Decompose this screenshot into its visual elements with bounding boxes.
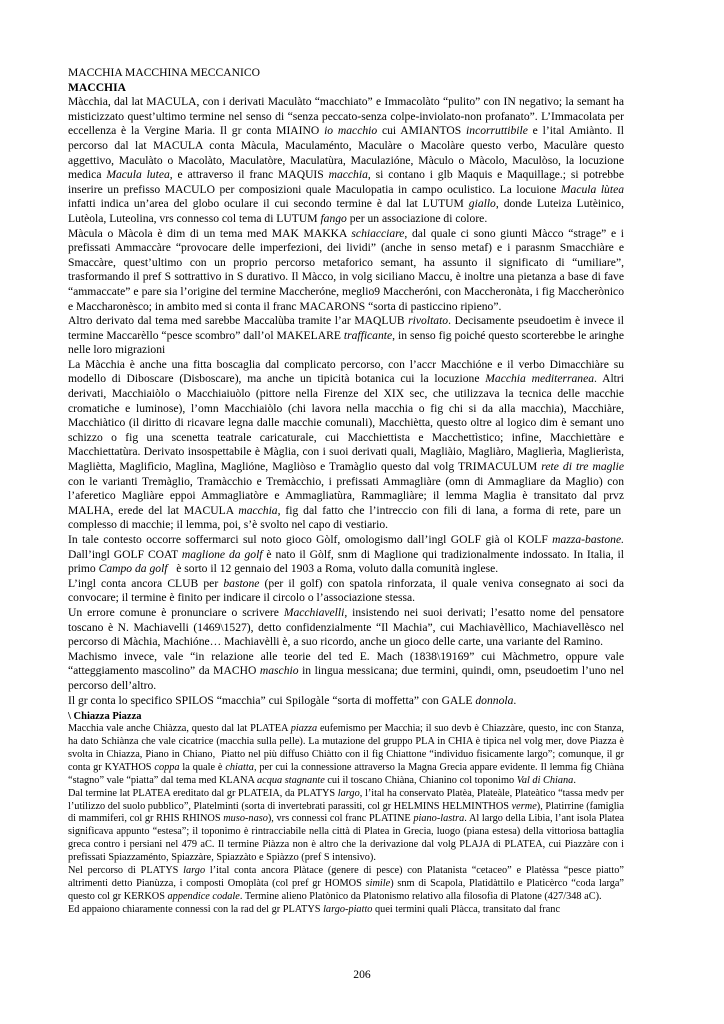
paragraph: La Màcchia è anche una fitta boscaglia dal complicato percorso, con l’accr Macchióne e il verbo Dimacchiàre su modello di Diboscare (Disboscare), ma anche un tipicità botanica cui la locuzione Macchia mediterranea. Altri derivati, Macchiaiòlo o Macchiaiuòlo (pittore nella Firenze del XIX sec, che utilizzava la tecnica delle macchie cromatiche e luminose), l’omn Macchiaiòlo (chi lavora nella macchia o fig chi si da alla macchia), Macchiàre, Macchiàtico (il diritto di ricavare legna dalle macchie comunali), Macchiètta, questo oltre al logico dim è semant uno schizzo o fig una scenetta teatrale caricaturale, cui Macchiettista e Macchettìstico; infine, Macchiettàre e Macchiettatùra. Derivato insospettabile è Màglia, con i suoi derivati quali, Magliàio, Magliàro, Maglierìa, Maglierìsta, Magliètta, Maglifìcio, Maglìna, Maglióne, Magliòso e Tramàglio questo dal volg TRIMACULUM rete di tre maglie con le varianti Tremàglio, Tramàcchio e Tremàcchio, i prefissati Ammagliàre (omn di Ammagliare da Maglio) con l’aferetico Magliàre eppoi Ammagliatòre e Ammagliatùra, Rammagliàre; il lemma Maglia è transitato dal prvz MALHA, erede del lat MACULA macchia, fig dal fatto che l’intreccio con fili di lana, a forma di rete, pare un complesso di macchie; il lemma, poi, s’è svolto nel capo di vestiario. — [68, 357, 625, 532]
subsection-title: \ Chiazza Piazza — [68, 711, 142, 723]
paragraph: Un errore comune è pronunciare o scrivere Macchiavelli, insistendo nei suoi derivati; l’esatto nome del pensatore toscano è N. Machiavelli (1469\1527), detto confidenzialmente “Il Machia”, cui Machiavèllico, Machiavellèsco nel percorso di Màchia, Machióne… Machiavèlli è, a suo ricordo, anche un gioco delle carte, una variante del Ramino. — [68, 605, 625, 649]
paragraph: In tale contesto occorre soffermarci sul noto gioco Gòlf, omologismo dall’ingl GOLF già ol KOLF mazza-bastone. Dall’ingl GOLF COAT maglione da golf è nato il Gòlf, snm di Maglione qui tradizionalmente indossato. In Italia, il primo Campo da golf è sorto il 12 gennaio del 1903 a Roma, voluto dalla comunità inglese. — [68, 533, 624, 576]
subparagraph: Nel percorso di PLATYS largo l’ital conta ancora Plàtace (genere di pesce) con Platanista “cetaceo” e Platèssa “pesce piatto” altrimenti detto Pianùzza, i composti Omoplàta (col pref gr HOMOS simile) snm di Scapola, Platidàttilo e Platicèrco “coda larga” questo col gr KERKOS appendice codale. Termine alieno Platònico da Platonismo relativo alla filosofia di Platone (427/348 aC). — [68, 865, 624, 902]
subparagraph: Macchia vale anche Chiàzza, questo dal lat PLATEA piazza eufemismo per Macchia; il suo devb è Chiazzàre, questo, inc con Stanza, ha dato Schiànza che vale cicatrice (macchia sulla pelle). La mutazione del gruppo PLA in CHIA è tipica nel volg mer, dove Piazza è svolta in Chiazza, Piano in Chiano, Piatto nel più diffuso Chiàtto con il fig Chiattone “individuo fisicamente largo”; comunque, il gr conta gr KYATHOS coppa la quale è chiatta, per cui la connessione attraverso la Magna Grecia appare evidente. Il lemma fig Chiàna “stagno” vale “piatta” dal tema med KLANA acqua stagnante cui il toscano Chiàna, Chianino col toponimo Val di Chiana. — [68, 723, 624, 786]
paragraph: Altro derivato dal tema med sarebbe Maccalùba tramite l’ar MAQLUB rivoltato. Decisamente pseudoetim è invece il termine Maccarèllo “pesce scombro” dall’ol MAKELARE trafficante, in senso fig poiché questo scorterebbe le aringhe nelle loro migrazioni — [68, 314, 624, 357]
subparagraph: Dal termine lat PLATEA ereditato dal gr PLATEIA, da PLATYS largo, l’ital ha conservato Platèa, Plateàle, Plateàtico “tassa medv per l’utilizzo del suolo pubblico”, Platelminti (sorta di invertebrati parassiti, col gr HELMINS HELMINTHOS verme), Platirrine (famiglia di mammiferi, col gr RHIS RHINOS muso-naso), vrs connessi col franc PLATINE piano-lastra. Al largo della Libia, l’ant isola Platea significava appunto “estesa”; il toponimo è rintracciabile nella città di Platea in Grecia, luogo (piana estesa) della vittoriosa battaglia greca contro i persiani nel 479 aC. Il termine Piàzza non è altro che la derivazione dal volg PLAJA di PLATEA, cui Piazzàre con i prefissati Spiazzaménto, Spiazzàre, Spiazzàto e Spiàzzo (pref S intensivo). — [68, 787, 624, 864]
page-number: 206 — [353, 968, 371, 981]
paragraph: L’ingl conta ancora CLUB per bastone (per il golf) con spatola rinforzata, il quale veniva consegnato ai soci da convocare; il termine è finito per indicare il circolo o l’associazione stessa. — [68, 576, 624, 605]
section-title: MACCHIA — [68, 80, 126, 94]
paragraph: Màcula o Màcola è dim di un tema med MAK MAKKA schiacciare, dal quale ci sono giunti Màcco “strage” e i prefissati Ammaccàre “provocare delle imperfezioni, dei lividi” (anche in senso metaf) e i parasnm Smacchiàre e Smaccàre, quest’ultimo con un proprio percorso metaforico semant, ha assunto il significato di “umiliare”, trasformando il pref S sottrattivo in S durativo. Il Màcco, in volg siciliano Maccu, è inoltre una pietanza a base di fave “ammaccate” e pare sia l’origine del termine Maccheróne, meglio9 Maccheróni, con Maccheronàta, i fig Maccherònico e Maccharonèsco; in ambito med si conta il franc MACARONS “sorta di pasticcino ripieno”. — [68, 226, 624, 313]
paragraph: Màcchia, dal lat MACULA, con i derivati Maculàto “macchiato” e Immacolàto “pulito” con IN negativo; la semant ha misticizzato quest’ultimo termine nel senso di “senza peccato-senza colpe-inviolato-non profanato”. L’Immacolata per eccellenza è la Vergine Maria. Il gr conta MIAINO io macchio cui AMIANTOS incorruttibile e l’ital Amiànto. Il percorso dal lat MACULA conta Màcula, Maculaménto, Maculàre o Macolàre questo verbo, Maculàre questo aggettivo, Maculàto o Macolàto, Maculatòre, Maculatùra, Maculazióne, Màculo o Màcolo, Maculòso, la locuzione medica Macula lutea, e attraverso il franc MAQUIS macchia, si contano i glb Maquis e Maquillage.; si potrebbe inserire un prefisso MACULO per composizioni quale Maculopatia in campo oculistico. La locuione Macula lùtea infatti indica un’area del globo oculare il cui secondo termine è dal lat LUTUM giallo, donde Luteiza Lutèinico, Lutèola, Luteolina, vrs connesso col tema di LUTUM fango per un associazione di colore. — [68, 95, 625, 225]
paragraph: Il gr conta lo specifico SPILOS “macchia” cui Spilogàle “sorta di moffetta” con GALE donnola. — [68, 693, 517, 707]
subparagraph: Ed appaiono chiaramente connessi con la rad del gr PLATYS largo-piatto quei termini quali Plàcca, transitato dal franc — [68, 903, 561, 915]
document-page — [68, 66, 624, 917]
paragraph: Machismo invece, vale “in relazione alle teorie del ted E. Mach (1838\19169” cui Màchmetro, oppure vale “atteggiamento mascolino” da MACHO maschio in lingua messicana; due termini, quindi, omn, pseudoetim l’uno nel percorso dell’altro. — [68, 649, 624, 692]
header-line: MACCHIA MACCHINA MECCANICO — [68, 66, 260, 79]
